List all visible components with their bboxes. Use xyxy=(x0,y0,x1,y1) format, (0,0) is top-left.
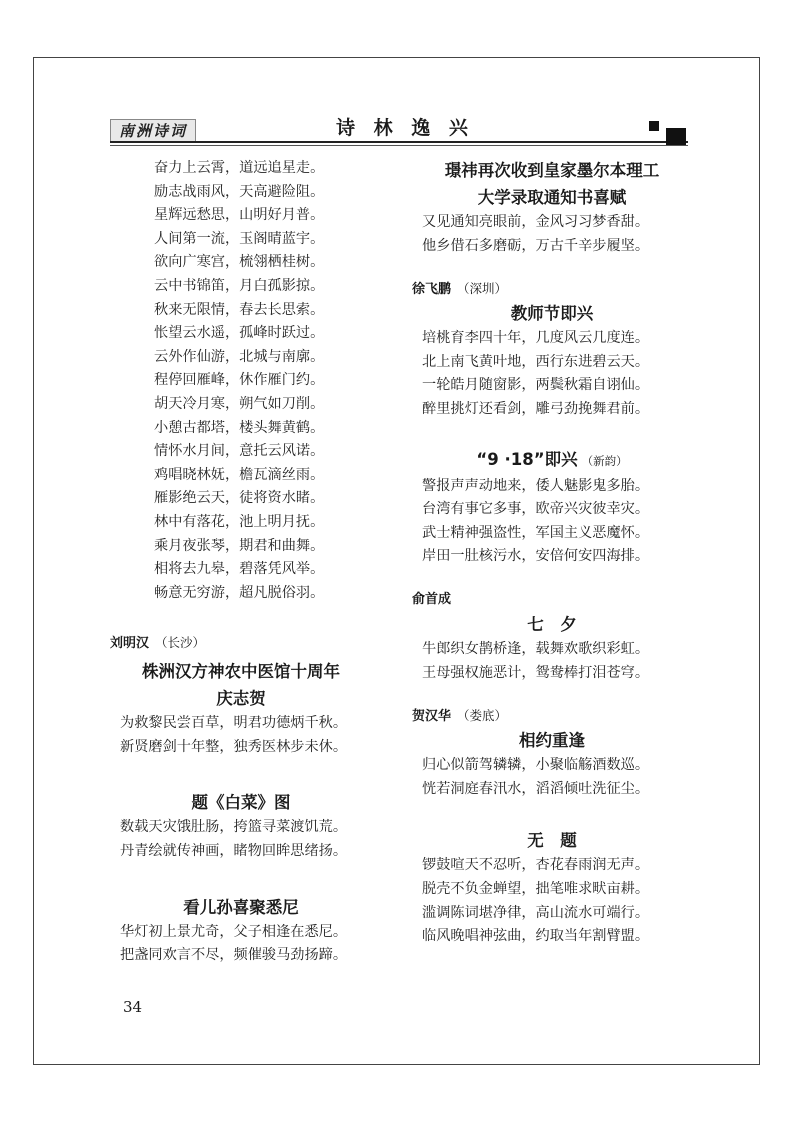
poem-line: 滥调陈词堪净律，高山流水可端行。 xyxy=(422,904,650,921)
right-column xyxy=(412,157,692,949)
poem-line: 相将去九皋，碧落凭风举。 xyxy=(154,561,325,578)
poem-title: 题《白菜》图 xyxy=(191,793,291,813)
left-column xyxy=(110,157,372,968)
poem-line: 励志战雨风，天高避险阻。 xyxy=(154,183,325,200)
poem-line: 程停回雁峰，休作雁门约。 xyxy=(154,372,325,389)
poem-line: 锣鼓喧天不忍听，杏花春雨润无声。 xyxy=(422,857,650,874)
author-liu xyxy=(110,632,372,654)
poem-title xyxy=(412,446,692,475)
poem-line: 新贤磨剑十年整，独秀医林步未休。 xyxy=(120,738,348,755)
poem-line: 他乡借石多磨砺，万古千辛步履坚。 xyxy=(422,237,650,254)
poem-line: 牛郎织女鹊桥逢，载舞欢歌织彩虹。 xyxy=(422,640,650,657)
poem-line: 王母强权施恶计，鸳鸯棒打泪苍穹。 xyxy=(422,664,650,681)
poem-title: 教师节即兴 xyxy=(510,304,594,324)
poem-line: 鸡唱晓林妩，檐瓦滴丝雨。 xyxy=(154,466,325,483)
poem-line: 怅望云水遥，孤峰时跃过。 xyxy=(154,325,325,342)
poem-line: 北上南飞黄叶地，西行东进碧云天。 xyxy=(422,353,650,370)
poem-title: 七 夕 xyxy=(527,614,577,634)
author-xu xyxy=(412,278,692,300)
poem-line: 丹青绘就传神画，睹物回眸思绪扬。 xyxy=(120,843,348,860)
poem-title: 无 题 xyxy=(527,831,577,851)
poem-line: 为救黎民尝百草，明君功德炳千秋。 xyxy=(120,715,348,732)
poem-line: 把盏同欢言不尽，频催骏马劲扬蹄。 xyxy=(120,947,348,964)
poem-title: 株洲汉方神农中医馆十周年 xyxy=(142,662,340,682)
long-poem xyxy=(110,157,372,605)
poem-line: 岸田一肚核污水，安倍何安四海排。 xyxy=(422,548,650,565)
poem-line: 武士精神强盗性，军国主义恶魔怀。 xyxy=(422,524,650,541)
poem-line: 培桃育李四十年，几度风云几度连。 xyxy=(422,330,650,347)
header-rule-thin xyxy=(110,145,688,146)
author-location: （娄底） xyxy=(457,708,508,724)
poem-line: 秋来无限情，春去长思索。 xyxy=(154,301,325,318)
poem-line: 归心似箭驾辚辚，小聚临觞酒数巡。 xyxy=(422,757,650,774)
poem-line: 小憩古都塔，楼头舞黄鹤。 xyxy=(154,419,325,436)
decorative-square-small xyxy=(649,121,659,131)
poem-line: 情怀水月间，意托云风诺。 xyxy=(154,443,325,460)
poem-line: 醉里挑灯还看剑，雕弓劲挽舞君前。 xyxy=(422,400,650,417)
poem-title-text: “9 ·18”即兴 xyxy=(476,449,578,469)
poem-line: 警报声声动地来，倭人魅影鬼多胎。 xyxy=(422,477,650,494)
poem-line: 云外作仙游，北城与南廓。 xyxy=(154,348,325,365)
poem-line: 胡天冷月寒，朔气如刀削。 xyxy=(154,395,325,412)
author-location: （长沙） xyxy=(155,635,206,651)
poem-line: 乘月夜张琴，期君和曲舞。 xyxy=(154,537,325,554)
poem-title: 相约重逢 xyxy=(519,731,585,751)
poem-line: 数载天灾饿肚肠，挎篮寻菜渡饥荒。 xyxy=(120,819,348,836)
section-tab: 南洲诗词 xyxy=(110,119,196,141)
poem-title: 看儿孙喜聚悉尼 xyxy=(183,897,299,917)
poem-line: 雁影绝云天，徒将资水睹。 xyxy=(154,490,325,507)
poem-line: 一轮皓月随窗影，两鬓秋霜自诩仙。 xyxy=(422,377,650,394)
poem-line: 恍若洞庭春汛水，滔滔倾吐洗征尘。 xyxy=(422,780,650,797)
author-location: （深圳） xyxy=(457,281,508,297)
header-rule xyxy=(110,141,688,143)
poem-line: 星辉远愁思，山明好月普。 xyxy=(154,207,325,224)
poem-line: 人间第一流，玉阁晴蓝宇。 xyxy=(154,230,325,247)
poem-title-cont: 庆志贺 xyxy=(216,689,266,709)
poem-line: 台湾有事它多事，欧帝兴灾彼幸灾。 xyxy=(422,501,650,518)
page-header xyxy=(110,117,688,147)
page-number: 34 xyxy=(123,998,143,1016)
poem-line: 云中书锦笛，月白孤影掠。 xyxy=(154,277,325,294)
poem-title: 璟祎再次收到皇家墨尔本理工 xyxy=(444,161,660,180)
rhyme-note: （新韵） xyxy=(581,453,628,468)
author-name: 贺汉华 xyxy=(412,709,452,725)
decorative-square-large xyxy=(666,128,686,145)
poem-title-cont: 大学录取通知书喜赋 xyxy=(477,188,627,207)
poem-line: 华灯初上景尤奇，父子相逢在悉尼。 xyxy=(120,923,348,940)
poem-line: 林中有落花，池上明月抚。 xyxy=(154,513,325,530)
poem-line: 奋力上云霄，道远追星走。 xyxy=(154,160,325,176)
author-name: 徐飞鹏 xyxy=(412,282,452,298)
poem-line: 畅意无穷游，超凡脱俗羽。 xyxy=(154,584,325,601)
poem-line: 又见通知亮眼前，金风习习梦香甜。 xyxy=(422,214,650,230)
column-title: 诗 林 逸 兴 xyxy=(336,117,474,139)
author-name: 刘明汉 xyxy=(110,636,150,652)
author-he xyxy=(412,705,692,727)
author-yu: 俞首成 xyxy=(412,591,452,607)
poem-line: 脱壳不负金蝉望，拙笔唯求畎亩耕。 xyxy=(422,880,650,897)
poem-line: 欲向广寒宫，梳翎栖桂树。 xyxy=(154,254,325,271)
poem-line: 临风晚唱神弦曲，约取当年割臂盟。 xyxy=(422,928,650,945)
